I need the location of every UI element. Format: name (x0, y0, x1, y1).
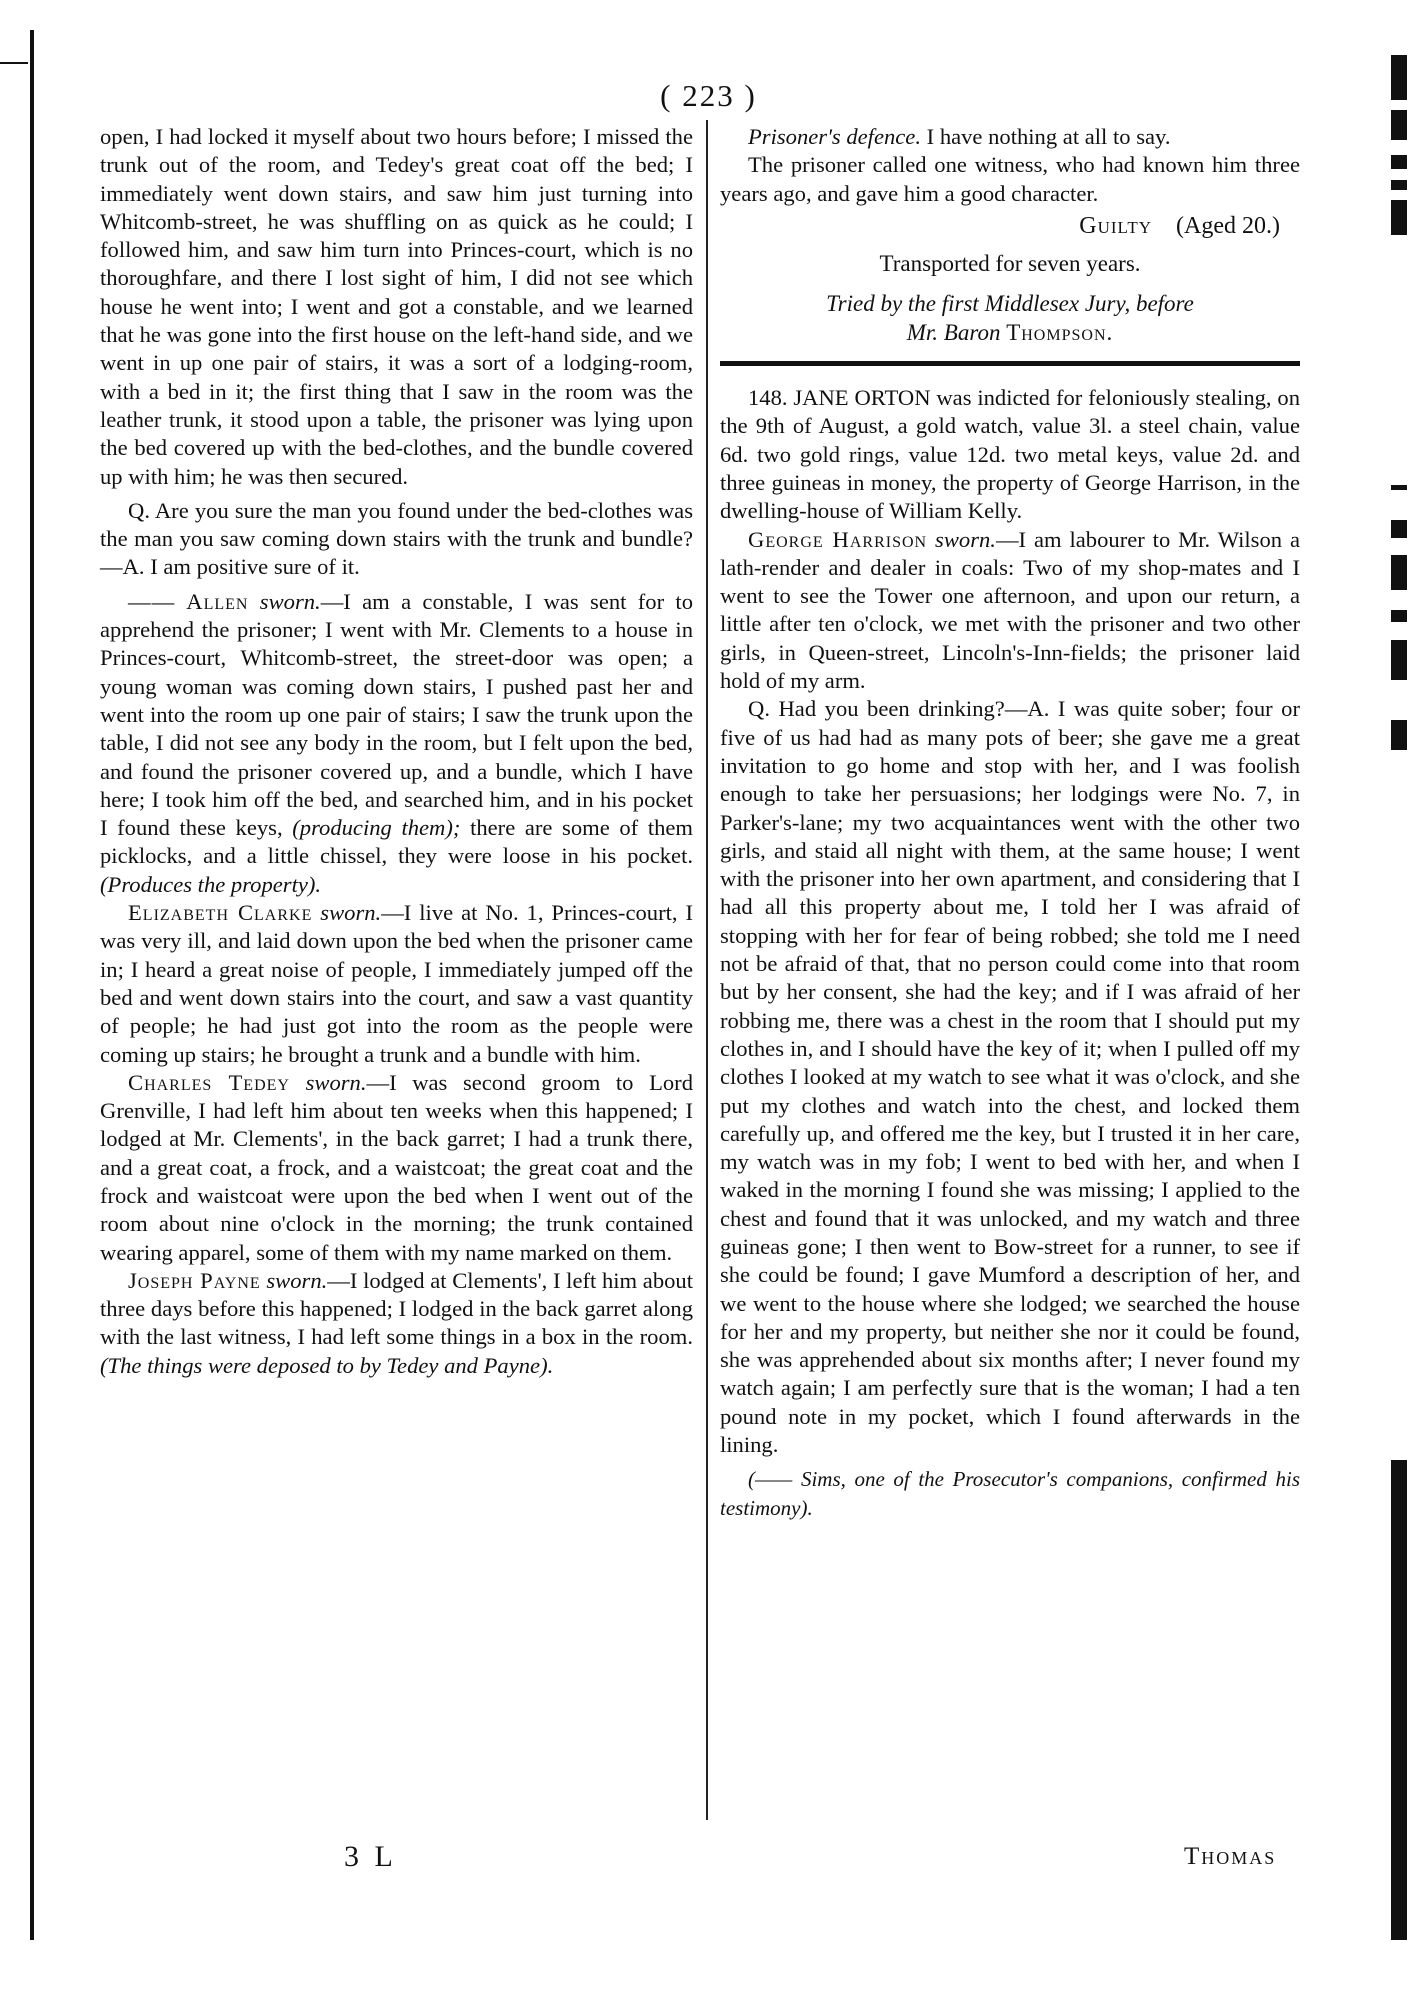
sworn-label: sworn. (935, 526, 996, 552)
right-edge-mark (1391, 485, 1407, 490)
testimony-harrison (720, 526, 1300, 696)
question-paragraph: Q. Are you sure the man you found under the bed-clothes was the man you saw coming down stairs with the trunk and bundle?—A. I am positive sure of it. (100, 497, 693, 580)
testimony-paragraph: open, I had locked it myself about two hours before; I missed the trunk out of the room, and Tedey's great coat off the bed; I immediately went down stairs, and saw him just turning into Whitcomb-street, he was shuffling on as quick as he could; I followed him, and saw him turn into Princes-court, which is no thoroughfare, and there I lost sight of him, I did not see which house he went into; I went and got a constable, and we learned that he was gone into the first house on the left-hand side, and we went in up one pair of stairs, it was a sort of a lodging-room, with a bed in it; the first thing that I saw in the room was the leather trunk, it stood upon a table, the prisoner was lying upon the bed covered up with the bed-clothes, and the bundle covered up with him; he was then secured. (100, 124, 693, 489)
testimony-text: —I live at No. 1, Princes-court, I was very ill, and laid down upon the bed when the prisoner came in; I heard a great noise of people, I immediately jumped off the bed and went down stairs into the court, and saw a vast quantity of people; he had just got into the room as the people were coming up stairs; he brought a trunk and a bundle with him. (100, 900, 693, 1067)
witness-name: Joseph Payne (128, 1267, 261, 1293)
testimony-tedey (100, 1069, 693, 1267)
sworn-label: sworn. (259, 588, 321, 614)
judge-name: Thompson. (1006, 319, 1114, 345)
editorial-note: (producing them); (292, 815, 461, 841)
right-edge-mark (1391, 155, 1407, 169)
testimony-allen (100, 588, 693, 899)
defence-text: I have nothing at all to say. (926, 124, 1171, 149)
defence-paragraph (720, 123, 1300, 151)
indictment-paragraph: 148. JANE ORTON was indicted for feloniously stealing, on the 9th of August, a gold watch, value 3l. a steel chain, value 6d. two gold rings, value 12d. two metal keys, value 2d. and three guineas in money, the property of George Harrison, in the dwelling-house of William Kelly. (720, 385, 1300, 524)
right-edge-mark (1391, 200, 1407, 235)
testimony-text: there are some of them picklocks, and a little chissel, they were loose in his pocket. (100, 815, 693, 869)
testimony-payne (100, 1267, 693, 1380)
right-column (720, 123, 1300, 1522)
signature-mark: 3 L (344, 1840, 397, 1873)
editorial-note: (—— Sims, one of the Prosecutor's companions, confirmed his testimony). (720, 1467, 1300, 1520)
witness-name: —— Allen (128, 588, 249, 614)
sentence: Transported for seven years. (879, 251, 1141, 277)
judge-title: Mr. Baron (906, 319, 1001, 345)
page-number: ( 223 ) (660, 78, 757, 113)
editorial-note: (The things were deposed to by Tedey and Payne). (100, 1352, 554, 1378)
sworn-label: sworn. (320, 900, 382, 926)
column-divider (706, 120, 708, 1820)
witness-name: George Harrison (748, 526, 928, 552)
right-edge-mark (1391, 720, 1407, 750)
catchword: Thomas (1184, 1843, 1277, 1870)
verdict: Guilty (1079, 212, 1153, 239)
age: (Aged 20.) (1176, 212, 1280, 239)
witness-name: Charles Tedey (128, 1069, 290, 1095)
testimony-clarke (100, 899, 693, 1069)
defence-label: Prisoner's defence. (748, 124, 921, 149)
question-paragraph: Q. Had you been drinking?—A. I was quite sober; four or five of us had had as many pots of beer; she gave me a great invitation to go home and stop with her, and I was foolish enough to take her persuasions; her lodgings were No. 7, in Parker's-lane; my two acquaintances went with the other two girls, and staid all night with them, at the same house; I went with the prisoner into her own apartment, and considering that I had all this property about me, I told her I was afraid of stopping with her for fear of being robbed; she told me I need not be afraid of that, that no person could come into that room but by her consent, she had the key; and if I was afraid of her robbing me, there was a chest in the room that I should put my clothes in, and I should have the key of it; when I pulled off my clothes I looked at my watch to see what it was o'clock, and she put my clothes and watch into the chest, and locked them carefully up, and offered me the key, but I trusted it in her care, my watch was in my fob; I went to bed with her, and when I waked in the morning I found she was missing; I applied to the chest and found that it was unlocked, and my watch and three guineas gone; I then went to Bow-street for a runner, to see if she could be found; I gave Mumford a description of her, and we went to the house where she lodged; we searched the house for her and my property, but neither she nor it could be found, she was apprehended about six months after; I never found my watch again; I am perfectly sure that is the woman; I had a ten pound note in my pocket, which I found afterwards in the lining. (720, 696, 1300, 1458)
left-binding-edge (30, 30, 34, 1940)
tried-before-line1: Tried by the first Middlesex Jury, before (826, 291, 1194, 317)
margin-tick (0, 62, 28, 64)
right-edge-mark (1391, 110, 1407, 140)
sworn-label: sworn. (266, 1267, 328, 1293)
right-edge-mark (1391, 180, 1407, 190)
testimony-text: —I was second groom to Lord Grenville, I had left him about ten weeks when this happened; I lodged at Mr. Clements', in the back garret; I had a trunk there, and a great coat, a frock, and a waistcoat; the great coat and the frock and waistcoat were upon the bed when I went out of the room about nine o'clock in the morning; the trunk contained wearing apparel, some of them with my name marked on them. (100, 1069, 694, 1265)
tried-before-line2 (720, 319, 1300, 347)
right-edge-mark (1391, 1460, 1407, 1940)
sworn-label: sworn. (305, 1069, 367, 1095)
right-edge-mark (1391, 610, 1407, 622)
section-rule (720, 361, 1300, 366)
left-column (100, 123, 693, 1380)
right-edge-mark (1391, 520, 1407, 538)
testimony-text: —I lodged at Clements', I left him about three days before this happened; I lodged in the back garret along with the last witness, I had left some things in a box in the room. (100, 1267, 693, 1350)
verdict-line (720, 212, 1300, 240)
testimony-text: —I am a constable, I was sent for to apprehend the prisoner; I went with Mr. Clements to a house in Princes-court, Whitcomb-street, the street-door was open; a young woman was coming down stairs, I pushed past her and went into the room up one pair of stairs; I saw the trunk upon the table, I did not see any body in the room, but I felt upon the bed, and found the prisoner covered up, and a bundle, which I have here; I took him off the bed, and searched him, and in his pocket I found these keys, (100, 588, 693, 841)
right-edge-mark (1391, 640, 1407, 680)
witness-name: Elizabeth Clarke (128, 900, 313, 926)
right-edge-mark (1391, 555, 1407, 590)
testimony-text: —I am labourer to Mr. Wilson a lath-render and dealer in coals: Two of my shop-mates and I went to see the Tower one afternoon, and upon our return, a little after ten o'clock, we met with the prisoner and two other girls, in Queen-street, Lincoln's-Inn-fields; the prisoner laid hold of my arm. (720, 526, 1300, 694)
character-witness: The prisoner called one witness, who had known him three years ago, and gave him a good character. (720, 152, 1300, 206)
editorial-note: (Produces the property). (100, 871, 322, 897)
